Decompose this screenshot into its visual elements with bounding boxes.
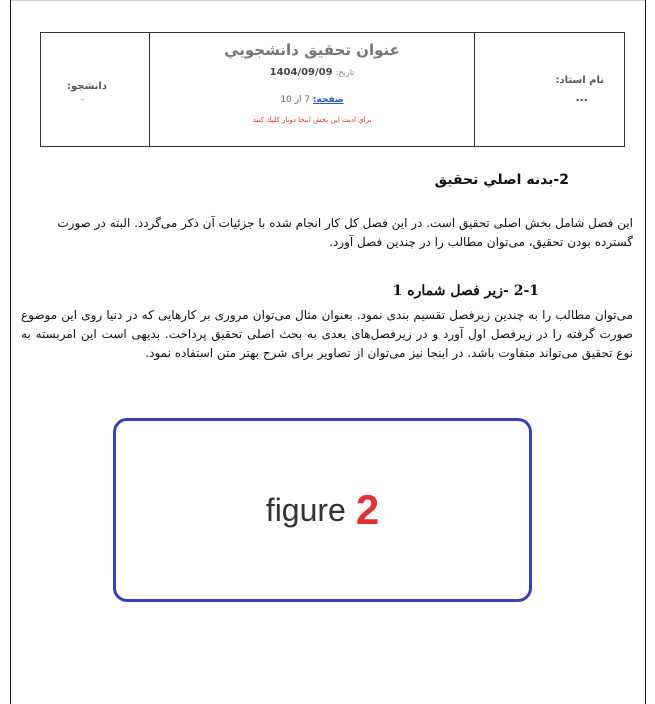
advisor-value: ... bbox=[575, 91, 588, 104]
header-student-cell bbox=[41, 33, 150, 146]
date-value: 1404/09/09 bbox=[269, 67, 333, 78]
page-value: 7 از 10 bbox=[280, 95, 311, 105]
paragraph-subsection: می‌توان مطالب را به چندین زیرفصل تقسیم بندی نمود. بعنوان مثال می‌توان مروری بر کارهایی که در دنیا روی این موضوع صورت گرفته را در زیرفصل اول آورد و در زیرفصل‌های بعدی به بحث اصلی تحقیق پرداخت. بدیهی است این امربسته به نوع تحقیق می‌تواند متفاوت باشد. در اینجا نیز می‌توان از تصاویر برای شرح بهتر متن استفاده نمود. bbox=[21, 308, 633, 360]
header-table bbox=[40, 32, 625, 147]
header-title-cell bbox=[150, 33, 475, 146]
page-left-border bbox=[10, 0, 11, 704]
page-top-border bbox=[10, 0, 646, 1]
student-value: - bbox=[81, 95, 85, 105]
section-heading: 2-بدنه اصلي تحقيق bbox=[434, 172, 569, 188]
date-label: تاريخ: bbox=[335, 68, 355, 77]
edit-hint[interactable]: براي اديت اين بخش اينجا دوبار كليك كنيد bbox=[252, 116, 372, 124]
advisor-label: نام استاد: bbox=[555, 75, 604, 86]
paragraph-intro: این فصل شامل بخش اصلی تحقیق است. در این فصل کل کار انجام شده با جزئیات آن ذکر می‌گردد. البته در صورت گسترده بودن تحقیق، می‌توان مطالب را در چندین فصل آورد. bbox=[57, 216, 633, 249]
page-number-row bbox=[150, 95, 474, 105]
date-row bbox=[150, 67, 474, 78]
header-advisor-cell bbox=[475, 33, 624, 146]
page-right-border bbox=[645, 0, 646, 704]
document-title: عنوان تحقيق دانشجويي bbox=[224, 41, 400, 59]
figure-word: figure bbox=[265, 491, 346, 528]
page-label: صفحه: bbox=[312, 95, 344, 105]
figure-placeholder bbox=[113, 418, 532, 602]
figure-number: 2 bbox=[355, 486, 380, 533]
student-label: دانشجو: bbox=[67, 81, 107, 92]
subsection-heading: 2-1 -زير فصل شماره 1 bbox=[392, 283, 539, 299]
